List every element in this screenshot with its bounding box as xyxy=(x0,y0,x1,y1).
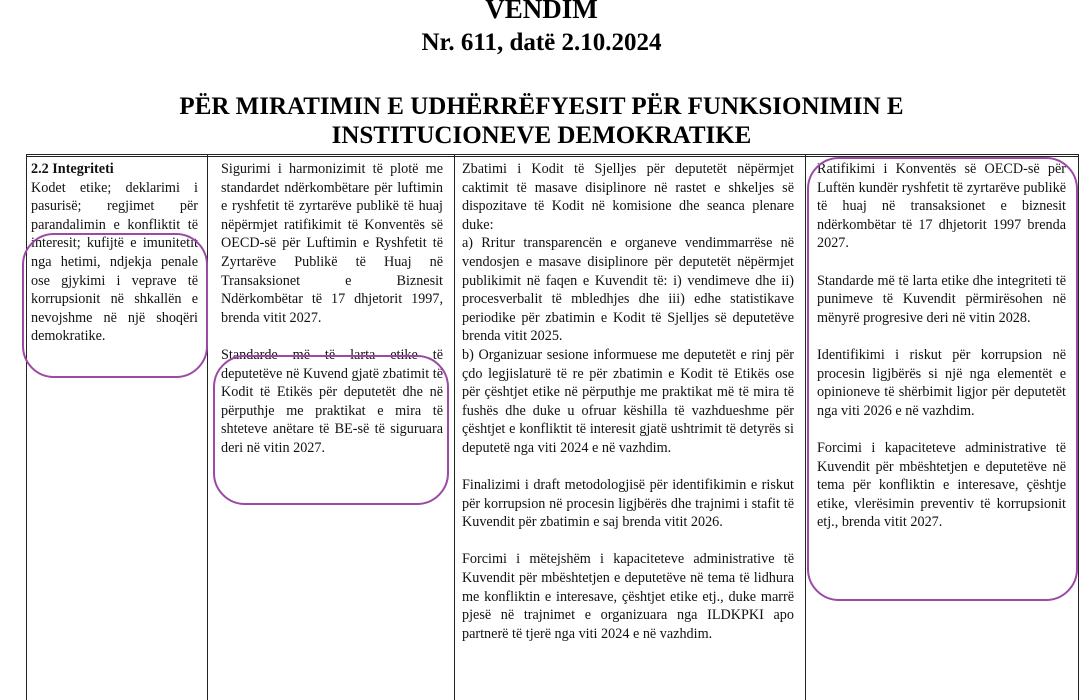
measure-paragraph-1: Zbatimi i Kodit të Sjelljes për deputetët nëpërmjet caktimit të masave disiplinore në rastet e shkeljes së dispozitave të Kodit në komisione dhe seanca plenare duke: xyxy=(462,161,794,233)
highlight-annotation-area xyxy=(22,233,208,378)
table-column-divider-3 xyxy=(805,154,806,700)
measure-paragraph-3: b) Organizuar sesione informuese me deputetët e rinj për çdo legjislaturë të re për zbatimin e Kodit të Etikës ose për çështjet etike në përputhje me praktikat më të mira të fushës dhe duke u ofruar këshilla të vazhdueshme për çështjet e konfliktit të interesit gjatë ushtrimit të detyrës si deputetë nga viti 2024 e në vazhdim. xyxy=(462,346,794,456)
highlight-annotation-objective xyxy=(213,355,449,505)
table-column-divider-2 xyxy=(454,154,455,700)
area-description: Kodet etike; deklarimi i pasurisë; regjimet për parandalimin e konfliktit të interesit; kufijtë e imunitetit nga hetimi, ndjekja penale ose gjykimi i veprave të korrupsionit në shkallën e nevojshme në një shoqëri demokratike. xyxy=(31,179,198,345)
indicator-paragraph-1: Ratifikimi i Konventës së OECD-së për Luftën kundër ryshfetit të zyrtarëve publikë të huaj në transaksionet e biznesit ndërkombëtar të 17 dhjetorit 1997 brenda 2027. xyxy=(817,161,1066,252)
objective-paragraph-1: Sigurimi i harmonizimit të plotë me standardet ndërkombëtare për luftimin e ryshfetit të zyrtarëve publikë të huaj nëpërmjet ratifikimit të Konventës së OECD-së për Luftimin e Ryshfetit të Zyrtarëve Publikë të Huaj në Transaksionet e Biznesit Ndërkombëtar të 17 dhjetorit 1997, brenda vitit 2027. xyxy=(221,161,443,326)
decision-subject-line-1: PËR MIRATIMIN E UDHËRRËFYESIT PËR FUNKSIONIMIN E xyxy=(179,93,904,120)
measure-paragraph-4: Finalizimi i draft metodologjisë për identifikimin e riskut për korrupsion në procesin ligjbërës dhe trajnimi i stafit të Kuvendit për zbatimin e saj brenda vitit 2026. xyxy=(462,477,794,531)
table-cell-measures xyxy=(462,160,794,643)
decision-number: Nr. 611, datë 2.10.2024 xyxy=(421,29,662,56)
highlight-annotation-indicators xyxy=(807,157,1078,601)
table-border-left xyxy=(26,154,27,700)
indicator-paragraph-4: Forcimi i kapaciteteve administrative të Kuvendit për mbështetjen e deputetëve në tema për konfliktin e interesave, çështje etike, vlerësimin preventiv të korrupsionit etj., brenda vitit 2027. xyxy=(817,439,1066,531)
objective-paragraph-2: Standarde më të larta etike të deputetëve në Kuvend gjatë zbatimit të Kodit të Etikës për deputetët dhe në përputhje me praktikat e mira të shteteve anëtare të BE-së të siguruara deri në vitin 2027. xyxy=(221,346,443,456)
decision-subject-line-2: INSTITUCIONEVE DEMOKRATIKE xyxy=(331,122,752,149)
area-heading: 2.2 Integriteti xyxy=(31,161,114,177)
document-title: VENDIM xyxy=(485,0,598,24)
table-border-right xyxy=(1078,154,1079,700)
table-top-border xyxy=(26,154,1079,155)
measure-paragraph-5: Forcimi i mëtejshëm i kapaciteteve administrative të Kuvendit për mbështetjen e deputetëve në tema të lidhura me konfliktin e interesave, çështjet etike etj., duke marrë pjesë në trajnimet e organizuara nga ILDKPKI apo partnerë të tjerë nga viti 2024 e në vazhdim. xyxy=(462,551,794,642)
indicator-paragraph-2: Standarde më të larta etike dhe integriteti të punimeve të Kuvendit përmirësohen në mënyrë progresive deri në vitin 2028. xyxy=(817,272,1066,326)
indicator-paragraph-3: Identifikimi i riskut për korrupsion në procesin ligjbërës si një nga elementët e opinioneve të shërbimit ligjor për deputetët nga viti 2026 e në vazhdim. xyxy=(817,346,1066,419)
measure-paragraph-2: a) Rritur transparencën e organeve vendimmarrëse në vendosjen e masave disiplinore për deputetët nëpërmjet publikimit në faqen e Kuvendit të: i) vendimeve dhe ii) procesverbalit të mbledhjes dhe iii) edhe statistikave periodike për zbatimin e Kodit të Sjelljes së deputetëve brenda vitit 2025. xyxy=(462,235,794,345)
table-column-divider-1 xyxy=(207,154,208,700)
